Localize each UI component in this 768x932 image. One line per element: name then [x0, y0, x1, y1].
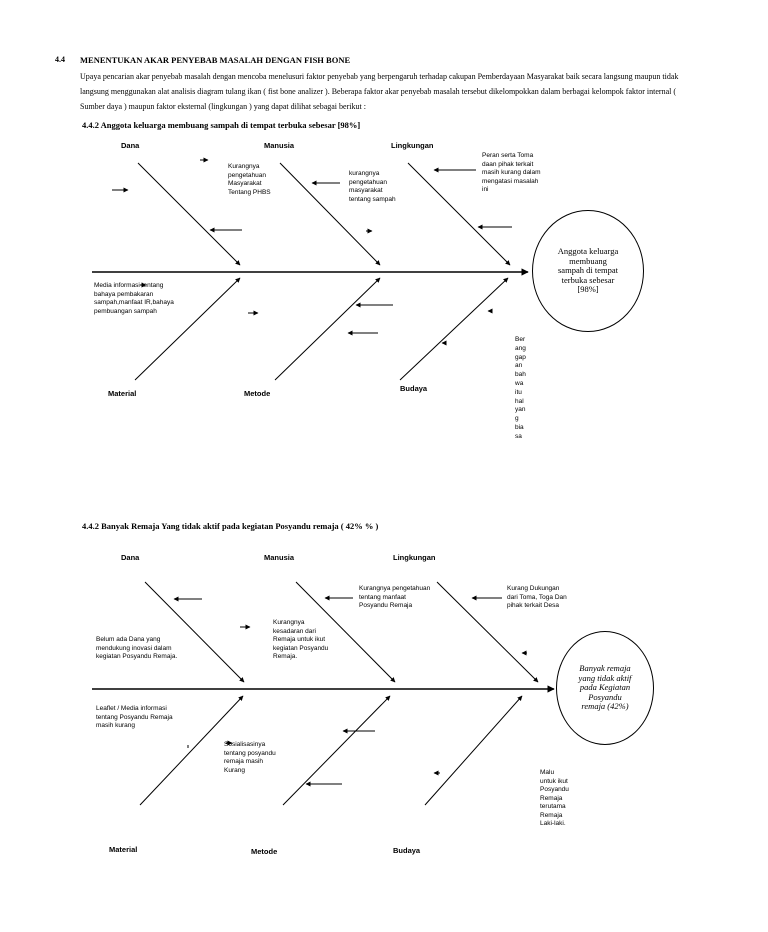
d1-category-metode: Metode	[244, 389, 271, 398]
d1-bone-metode	[275, 278, 380, 380]
d1-category-budaya: Budaya	[400, 384, 428, 393]
d2-category-manusia: Manusia	[264, 553, 295, 562]
d1-category-lingkungan: Lingkungan	[391, 141, 434, 150]
d2-category-dana: Dana	[121, 553, 140, 562]
d2-note-lingkungan-1: Kurang Dukungan dari Toma, Toga Dan pihak terkait Desa	[507, 585, 567, 609]
d1-note-manusia-2: kurangnya pengetahuan masyarakat tentang sampah	[349, 170, 396, 203]
section-number: 4.4	[55, 55, 65, 64]
d2-note-manusia-2: Kurangnya pengetahuan tentang manfaat Posyandu Remaja	[359, 585, 431, 609]
d2-bone-metode	[283, 696, 390, 805]
d1-category-manusia: Manusia	[264, 141, 295, 150]
d1-category-dana: Dana	[121, 141, 140, 150]
d2-note-budaya-1: Malu untuk ikut Posyandu Remaja terutama Remaja Laki-laki.	[540, 769, 569, 827]
d2-effect-text: Banyak remaja yang tidak aktif pada Kegiatan Posyandu remaja (42%)	[578, 663, 632, 712]
d1-bone-budaya	[400, 278, 508, 380]
diagram1-heading: 4.4.2 Anggota keluarga membuang sampah di tempat terbuka sebesar [98%]	[82, 120, 361, 130]
d1-note-lingkungan-1: Peran serta Toma daan pihak terkait masih kurang dalam mengatasi masalah ini	[482, 152, 541, 193]
d1-note-manusia-1: Kurangnya pengetahuan Masyarakat Tentang PHBS	[228, 163, 271, 196]
d1-category-material: Material	[108, 389, 137, 398]
intro-paragraph: Upaya pencarian akar penyebab masalah dengan mencoba menelusuri faktor penyebab yang berpengaruh terhadap cakupan Pemberdayaan Masyarakat baik secara langsung maupun tidak langsung menggunakan alat analisis diagram tulang ikan ( fist bone analizer ). Beberapa faktor akar penyebab masalah tersebut dikelompokkan dalam berbagai kelompok faktor internal ( Sumber daya ) maupun faktor eksternal (lingkungan ) yang dapat dilihat sebagai berikut :	[80, 72, 679, 111]
d2-note-metode-1: Sosialisasinya tentang posyandu remaja masih Kurang	[224, 741, 276, 774]
section-title: MENENTUKAN AKAR PENYEBAB MASALAH DENGAN FISH BONE	[80, 55, 351, 65]
d1-effect-circle	[532, 210, 644, 332]
diagram2-heading: 4.4.2 Banyak Remaja Yang tidak aktif pada kegiatan Posyandu remaja ( 42% % )	[82, 521, 379, 531]
d1-note-budaya-1: Ber ang gap an bah wa itu hal yan g bia sa	[515, 336, 526, 440]
d1-note-material-1: Media informasi tentang bahaya pembakaran sampah,manfaat IR,bahaya pembuangan sampah	[94, 282, 174, 315]
d2-category-material: Material	[109, 845, 138, 854]
d2-note-material-1: Leaflet / Media informasi tentang Posyandu Remaja masih kurang	[96, 705, 173, 729]
d2-category-metode: Metode	[251, 847, 278, 856]
d2-bone-dana	[145, 582, 244, 682]
d1-effect-text: Anggota keluarga membuang sampah di tempat terbuka sebesar [98%]	[557, 246, 619, 295]
d2-bone-budaya	[425, 696, 522, 805]
d2-effect-circle	[556, 631, 654, 745]
d1-bone-dana	[138, 163, 240, 265]
d2-note-manusia-1: Kurangnya kesadaran dari Remaja untuk ikut kegiatan Posyandu Remaja.	[273, 619, 329, 660]
d2-note-dana-1: Belum ada Dana yang mendukung inovasi dalam kegiatan Posyandu Remaja.	[96, 636, 178, 660]
d2-category-lingkungan: Lingkungan	[393, 553, 436, 562]
d2-category-budaya: Budaya	[393, 846, 421, 855]
